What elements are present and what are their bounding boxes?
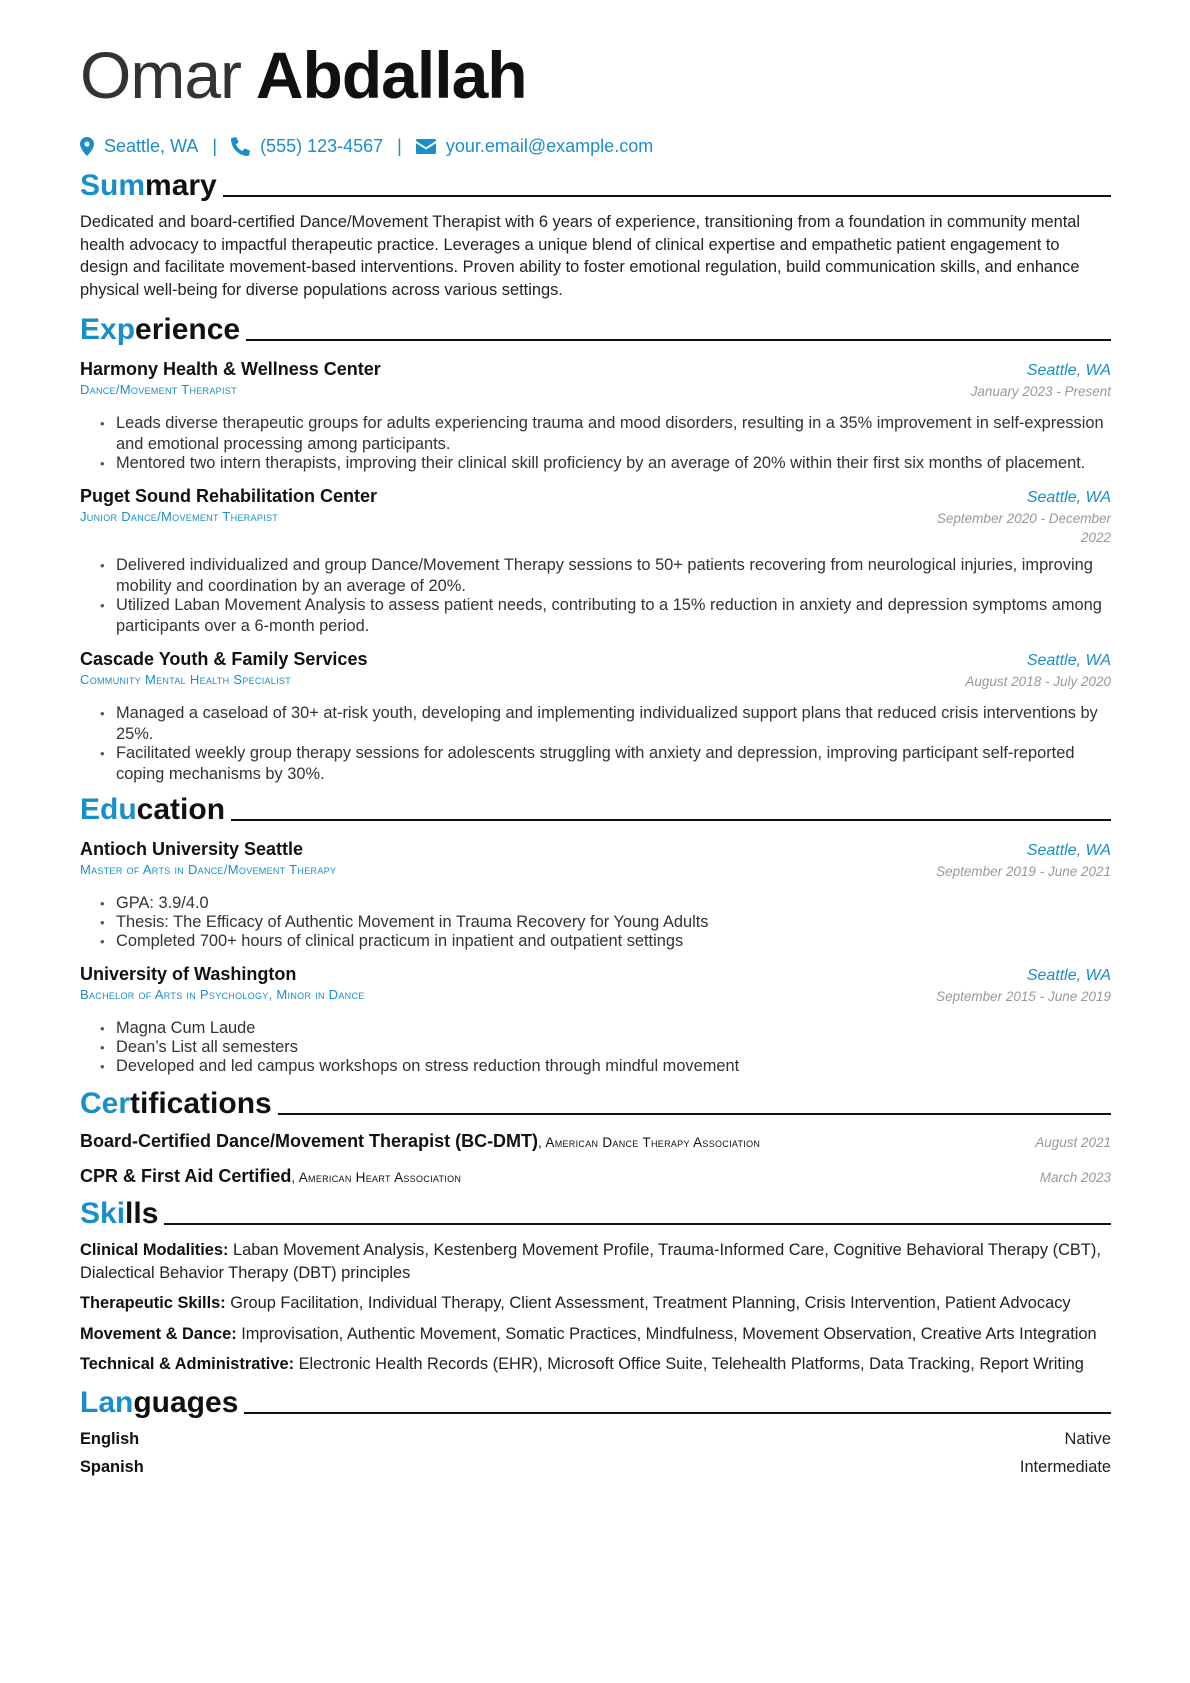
skill-values: Group Facilitation, Individual Therapy, Client Assessment, Treatment Planning, Crisis Intervention, Patient Advocacy [225, 1294, 1071, 1312]
certification-issuer: , American Dance Therapy Association [538, 1135, 761, 1150]
entry-dates: January 2023 - Present [970, 384, 1111, 399]
phone-text: (555) 123-4567 [260, 136, 384, 156]
section-title: Experience [80, 313, 241, 346]
summary-heading [80, 171, 1111, 201]
contact-separator: | [212, 136, 218, 156]
skills-heading [80, 1199, 1111, 1229]
section-rule [244, 1412, 1111, 1414]
language-level: Intermediate [1019, 1457, 1111, 1476]
institution-name: University of Washington [80, 964, 297, 984]
certification-date: August 2021 [1035, 1135, 1111, 1150]
bullet-item: • Dean’s List all semesters [100, 1037, 1111, 1058]
entry-dates: September 2020 - December 2022 [936, 511, 1111, 545]
skill-category: Movement & Dance: [80, 1324, 237, 1343]
email-link[interactable]: your.email@example.com [445, 136, 654, 156]
bullet-list [80, 413, 1111, 474]
skill-row [80, 1239, 1111, 1284]
bullet-item: • Thesis: The Efficacy of Authentic Movement in Trauma Recovery for Young Adults [100, 912, 1111, 933]
language-level: Native [1064, 1429, 1111, 1448]
section-rule [278, 1113, 1111, 1115]
map-pin-icon [80, 137, 94, 156]
language-name: English [80, 1429, 140, 1448]
bullet-list [80, 703, 1111, 785]
skill-category: Therapeutic Skills: [80, 1294, 226, 1312]
language-name: Spanish [80, 1457, 144, 1476]
skill-values: Laban Movement Analysis, Kestenberg Movement Profile, Trauma-Informed Care, Cognitive Behavioral Therapy (CBT), Dialectical Behavior Therapy (DBT) principles [80, 1241, 1101, 1282]
section-title: Languages [80, 1385, 239, 1419]
job-title: Dance/Movement Therapist [80, 382, 237, 397]
skill-values: Improvisation, Authentic Movement, Somatic Practices, Mindfulness, Movement Observation, Creative Arts Integration [236, 1324, 1097, 1343]
job-title: Community Mental Health Specialist [80, 672, 292, 687]
section-title: Certifications [80, 1087, 272, 1120]
bullet-item: • Developed and led campus workshops on stress reduction through mindful movement [100, 1056, 1111, 1077]
skill-category: Clinical Modalities: [80, 1241, 229, 1259]
section-rule [246, 339, 1111, 341]
contact-separator: | [397, 136, 402, 156]
certification-name: CPR & First Aid Certified [80, 1166, 292, 1186]
experience-entry [80, 649, 1111, 785]
entry-location: Seattle, WA [1026, 489, 1111, 506]
section-title: Summary [80, 169, 217, 202]
bullet-item: • Facilitated weekly group therapy sessions for adolescents struggling with anxiety and depression, improving participant self-reported coping mechanisms by 30%. [100, 743, 1111, 785]
bullet-list [80, 555, 1111, 637]
bullet-list [80, 1018, 1111, 1077]
education-heading [80, 795, 1111, 825]
skill-row [80, 1292, 1111, 1315]
education-entry [80, 839, 1111, 952]
last-name: Abdallah [255, 38, 527, 112]
phone-icon [231, 137, 250, 156]
education-entry [80, 964, 1111, 1077]
section-title: Education [80, 793, 226, 826]
degree-title: Master of Arts in Dance/Movement Therapy [80, 862, 337, 877]
contact-line [80, 136, 1111, 157]
experience-heading [80, 315, 1111, 345]
bullet-item: • Managed a caseload of 30+ at-risk youth, developing and implementing individualized support plans that reduced crisis interventions by 25%. [100, 703, 1111, 745]
organization-name: Cascade Youth & Family Services [80, 649, 368, 669]
language-row [80, 1430, 1111, 1449]
section-rule [223, 195, 1111, 197]
certification-issuer: , American Heart Association [291, 1170, 462, 1185]
contact-email[interactable] [416, 136, 653, 157]
bullet-item: • Delivered individualized and group Dance/Movement Therapy sessions to 50+ patients recovering from neurological injuries, improving mobility and coordination by an average of 20%. [100, 555, 1111, 597]
envelope-icon [416, 139, 436, 154]
entry-dates: September 2019 - June 2021 [936, 864, 1111, 879]
organization-name: Harmony Health & Wellness Center [80, 359, 381, 379]
bullet-item: • Leads diverse therapeutic groups for adults experiencing trauma and mood disorders, resulting in a 35% improvement in self-expression and emotional processing among participants. [100, 413, 1111, 455]
first-name: Omar [80, 38, 241, 112]
entry-dates: September 2015 - June 2019 [936, 989, 1111, 1004]
degree-title: Bachelor of Arts in Psychology, Minor in Dance [80, 987, 365, 1002]
candidate-name [80, 38, 1111, 112]
entry-location: Seattle, WA [1026, 652, 1111, 669]
entry-location: Seattle, WA [1026, 362, 1111, 379]
section-rule [164, 1223, 1111, 1225]
certifications-heading [80, 1089, 1111, 1119]
entry-location: Seattle, WA [1026, 967, 1111, 984]
language-row [80, 1458, 1111, 1477]
skill-values: Electronic Health Records (EHR), Microsoft Office Suite, Telehealth Platforms, Data Tracking, Report Writing [294, 1355, 1084, 1373]
certification-item [80, 1131, 1111, 1152]
certification-date: March 2023 [1039, 1170, 1111, 1185]
summary-text: Dedicated and board-certified Dance/Movement Therapist with 6 years of experience, transitioning from a foundation in community mental health advocacy to impactful therapeutic practice. Leverages a unique blend of clinical expertise and empathetic patient engagement to design and facilitate movement-based interventions. Proven ability to foster emotional regulation, build communication skills, and enhance physical well-being for diverse populations across various settings. [80, 213, 1081, 299]
skill-category: Technical & Administrative: [80, 1355, 295, 1373]
bullet-item: • Utilized Laban Movement Analysis to assess patient needs, contributing to a 15% reduction in anxiety and depression symptoms among participants over a 6-month period. [100, 595, 1111, 637]
certification-item [80, 1166, 1111, 1187]
bullet-item: • GPA: 3.9/4.0 [100, 893, 1111, 914]
organization-name: Puget Sound Rehabilitation Center [80, 486, 378, 506]
section-rule [231, 819, 1111, 821]
bullet-list [80, 893, 1111, 952]
contact-phone [231, 136, 383, 157]
bullet-item: • Mentored two intern therapists, improving their clinical skill proficiency by an average of 20% within their first six months of placement. [100, 453, 1111, 474]
bullet-item: • Magna Cum Laude [100, 1018, 1111, 1039]
languages-heading [80, 1385, 1111, 1419]
skill-row [80, 1353, 1111, 1376]
entry-dates: August 2018 - July 2020 [965, 674, 1111, 689]
entry-location: Seattle, WA [1026, 842, 1111, 859]
experience-entry [80, 486, 1111, 637]
job-title: Junior Dance/Movement Therapist [80, 509, 279, 524]
institution-name: Antioch University Seattle [80, 839, 304, 859]
contact-location [80, 136, 198, 157]
skill-row [80, 1323, 1111, 1346]
experience-entry [80, 359, 1111, 474]
bullet-item: • Completed 700+ hours of clinical practicum in inpatient and outpatient settings [100, 931, 1111, 952]
section-title: Skills [80, 1197, 159, 1230]
certification-name: Board-Certified Dance/Movement Therapist (BC-DMT) [80, 1131, 539, 1151]
location-text: Seattle, WA [104, 136, 199, 156]
